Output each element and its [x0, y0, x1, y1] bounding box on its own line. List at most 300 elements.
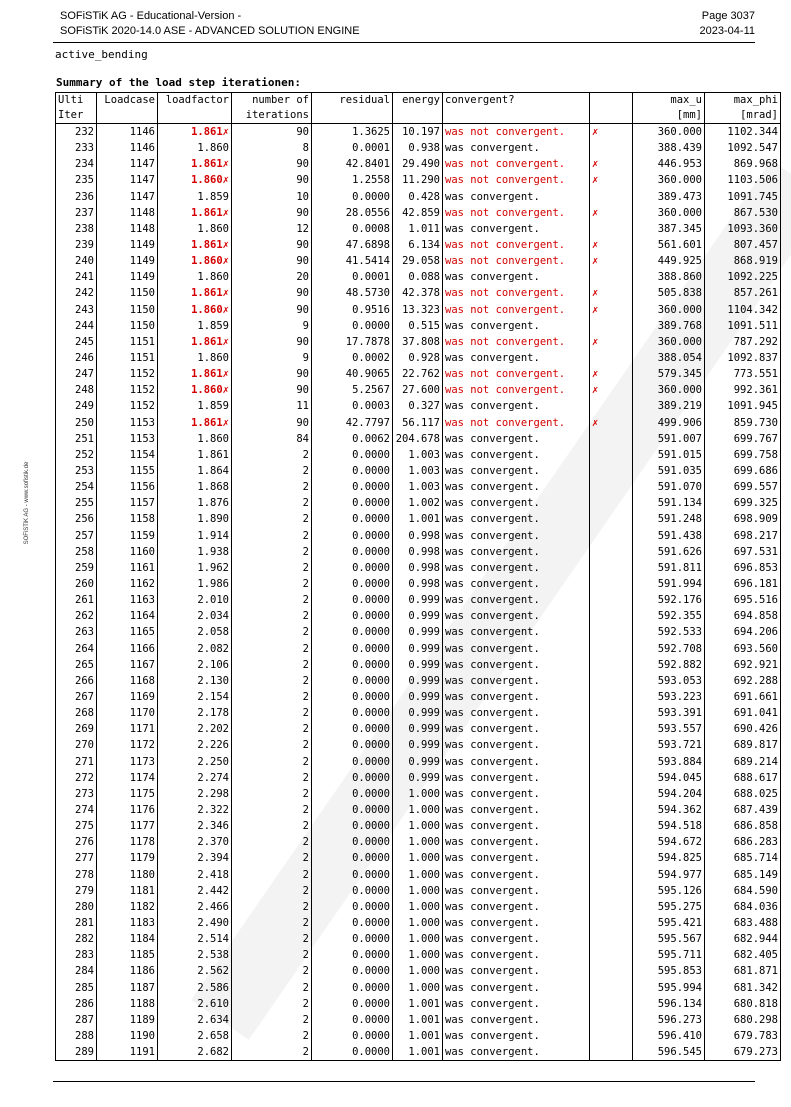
cell-loadfactor: 1.914	[158, 528, 232, 544]
cell-max-phi: 859.730	[705, 415, 781, 431]
cell-mark	[590, 818, 633, 834]
cell-ulti-iter: 278	[56, 866, 97, 882]
cell-ulti-iter: 238	[56, 221, 97, 237]
cell-iterations: 90	[232, 205, 312, 221]
cell-ulti-iter: 242	[56, 285, 97, 301]
cell-mark	[590, 641, 633, 657]
cell-energy: 1.000	[393, 979, 443, 995]
cell-residual: 0.0000	[312, 1044, 393, 1061]
cell-loadfactor: 1.860✗	[158, 302, 232, 318]
table-row	[56, 883, 781, 899]
cell-loadfactor: 2.538	[158, 947, 232, 963]
table-row	[56, 172, 781, 188]
cell-residual: 0.9516	[312, 302, 393, 318]
cell-iterations: 2	[232, 673, 312, 689]
table-row	[56, 641, 781, 657]
cell-loadfactor: 1.861	[158, 447, 232, 463]
cell-loadcase: 1162	[97, 576, 158, 592]
cell-mark	[590, 786, 633, 802]
page-number: Page 3037	[701, 10, 755, 22]
cell-residual: 0.0000	[312, 624, 393, 640]
cell-energy: 6.134	[393, 237, 443, 253]
cell-residual: 0.0000	[312, 737, 393, 753]
col-unit-mm: [mm]	[633, 108, 705, 124]
cell-loadcase: 1149	[97, 269, 158, 285]
cell-ulti-iter: 276	[56, 834, 97, 850]
cell-iterations: 2	[232, 657, 312, 673]
cell-iterations: 2	[232, 511, 312, 527]
cell-iterations: 9	[232, 318, 312, 334]
table-row	[56, 318, 781, 334]
cell-mark	[590, 737, 633, 753]
cell-max-u: 595.275	[633, 899, 705, 915]
cell-ulti-iter: 264	[56, 641, 97, 657]
cell-convergent: was convergent.	[443, 479, 590, 495]
cell-energy: 0.999	[393, 689, 443, 705]
cell-mark	[590, 1044, 633, 1061]
cell-loadcase: 1174	[97, 770, 158, 786]
cell-convergent: was not convergent.	[443, 285, 590, 301]
cell-energy: 1.000	[393, 834, 443, 850]
cell-loadfactor: 1.860✗	[158, 172, 232, 188]
col-residual: residual	[312, 93, 393, 109]
table-row	[56, 205, 781, 221]
table-row	[56, 770, 781, 786]
cell-loadcase: 1151	[97, 350, 158, 366]
cell-max-u: 388.860	[633, 269, 705, 285]
cell-ulti-iter: 282	[56, 931, 97, 947]
cell-convergent: was not convergent.	[443, 205, 590, 221]
cell-mark: ✗	[590, 172, 633, 188]
cell-max-phi: 1091.945	[705, 398, 781, 414]
cell-convergent: was convergent.	[443, 979, 590, 995]
cell-convergent: was convergent.	[443, 753, 590, 769]
table-row	[56, 560, 781, 576]
table-row	[56, 737, 781, 753]
cell-residual: 0.0002	[312, 350, 393, 366]
cell-max-phi: 1092.225	[705, 269, 781, 285]
cell-loadcase: 1153	[97, 431, 158, 447]
cell-loadcase: 1159	[97, 528, 158, 544]
cell-residual: 0.0000	[312, 1028, 393, 1044]
cell-max-phi: 679.273	[705, 1044, 781, 1061]
cell-convergent: was not convergent.	[443, 253, 590, 269]
cell-energy: 0.999	[393, 592, 443, 608]
cell-mark	[590, 318, 633, 334]
table-row	[56, 124, 781, 141]
cell-ulti-iter: 245	[56, 334, 97, 350]
cell-iterations: 2	[232, 560, 312, 576]
cell-convergent: was convergent.	[443, 931, 590, 947]
cell-convergent: was convergent.	[443, 737, 590, 753]
table-row	[56, 673, 781, 689]
cell-residual: 0.0000	[312, 899, 393, 915]
cell-energy: 0.088	[393, 269, 443, 285]
cell-ulti-iter: 256	[56, 511, 97, 527]
cell-max-phi: 698.217	[705, 528, 781, 544]
cell-iterations: 2	[232, 770, 312, 786]
cell-iterations: 90	[232, 334, 312, 350]
cell-energy: 1.000	[393, 947, 443, 963]
cell-mark	[590, 915, 633, 931]
cell-loadcase: 1176	[97, 802, 158, 818]
cell-convergent: was convergent.	[443, 996, 590, 1012]
cell-loadfactor: 2.634	[158, 1012, 232, 1028]
cell-max-u: 592.882	[633, 657, 705, 673]
cell-mark	[590, 947, 633, 963]
cell-loadfactor: 1.861✗	[158, 285, 232, 301]
table-row	[56, 463, 781, 479]
cell-max-phi: 1092.547	[705, 140, 781, 156]
cell-ulti-iter: 262	[56, 608, 97, 624]
cell-ulti-iter: 253	[56, 463, 97, 479]
table-row	[56, 931, 781, 947]
cell-residual: 0.0000	[312, 657, 393, 673]
cell-loadfactor: 2.250	[158, 753, 232, 769]
cell-max-u: 360.000	[633, 205, 705, 221]
cell-mark	[590, 996, 633, 1012]
cell-energy: 0.999	[393, 608, 443, 624]
cell-max-phi: 857.261	[705, 285, 781, 301]
cell-energy: 0.938	[393, 140, 443, 156]
cell-ulti-iter: 285	[56, 979, 97, 995]
cell-convergent: was convergent.	[443, 705, 590, 721]
cell-convergent: was convergent.	[443, 318, 590, 334]
cell-loadfactor: 2.562	[158, 963, 232, 979]
cell-loadcase: 1160	[97, 544, 158, 560]
cell-loadcase: 1161	[97, 560, 158, 576]
cell-iterations: 2	[232, 866, 312, 882]
cell-max-phi: 685.714	[705, 850, 781, 866]
cell-energy: 1.000	[393, 931, 443, 947]
cell-loadcase: 1190	[97, 1028, 158, 1044]
cell-residual: 0.0008	[312, 221, 393, 237]
cell-max-u: 388.439	[633, 140, 705, 156]
cell-loadfactor: 1.860	[158, 221, 232, 237]
table-row	[56, 189, 781, 205]
cell-convergent: was convergent.	[443, 657, 590, 673]
cell-max-u: 591.007	[633, 431, 705, 447]
cell-residual: 0.0000	[312, 544, 393, 560]
cell-convergent: was convergent.	[443, 818, 590, 834]
col-blank-8	[590, 108, 633, 124]
table-row	[56, 608, 781, 624]
cell-mark: ✗	[590, 382, 633, 398]
cell-convergent: was convergent.	[443, 1012, 590, 1028]
cell-max-u: 596.273	[633, 1012, 705, 1028]
cell-iterations: 2	[232, 1044, 312, 1061]
cell-max-u: 595.421	[633, 915, 705, 931]
cell-max-phi: 807.457	[705, 237, 781, 253]
cell-max-phi: 681.342	[705, 979, 781, 995]
cell-max-u: 593.557	[633, 721, 705, 737]
cell-loadcase: 1170	[97, 705, 158, 721]
cell-loadfactor: 2.514	[158, 931, 232, 947]
cell-iterations: 2	[232, 883, 312, 899]
cell-residual: 0.0062	[312, 431, 393, 447]
cell-loadcase: 1179	[97, 850, 158, 866]
cell-loadfactor: 2.154	[158, 689, 232, 705]
cell-energy: 37.808	[393, 334, 443, 350]
cell-ulti-iter: 243	[56, 302, 97, 318]
cell-mark	[590, 479, 633, 495]
cell-max-phi: 699.767	[705, 431, 781, 447]
cell-energy: 13.323	[393, 302, 443, 318]
cell-loadfactor: 2.586	[158, 979, 232, 995]
cell-loadcase: 1152	[97, 398, 158, 414]
cell-ulti-iter: 265	[56, 657, 97, 673]
cell-max-phi: 992.361	[705, 382, 781, 398]
cell-max-phi: 698.909	[705, 511, 781, 527]
cell-iterations: 2	[232, 624, 312, 640]
cell-residual: 0.0000	[312, 786, 393, 802]
cell-ulti-iter: 254	[56, 479, 97, 495]
cell-ulti-iter: 246	[56, 350, 97, 366]
cell-iterations: 10	[232, 189, 312, 205]
cell-loadfactor: 1.860	[158, 269, 232, 285]
table-row	[56, 721, 781, 737]
cell-mark	[590, 463, 633, 479]
col-blank-7	[443, 108, 590, 124]
cell-residual: 42.7797	[312, 415, 393, 431]
cell-max-u: 593.391	[633, 705, 705, 721]
cell-ulti-iter: 273	[56, 786, 97, 802]
cell-convergent: was convergent.	[443, 1044, 590, 1061]
cell-ulti-iter: 247	[56, 366, 97, 382]
cell-loadfactor: 2.370	[158, 834, 232, 850]
cell-residual: 0.0000	[312, 834, 393, 850]
cell-iterations: 2	[232, 479, 312, 495]
cell-convergent: was not convergent.	[443, 302, 590, 318]
cell-energy: 0.428	[393, 189, 443, 205]
cell-loadfactor: 1.861✗	[158, 237, 232, 253]
cell-energy: 29.490	[393, 156, 443, 172]
cell-mark	[590, 608, 633, 624]
cell-iterations: 2	[232, 963, 312, 979]
cell-ulti-iter: 236	[56, 189, 97, 205]
col-blank-6	[393, 108, 443, 124]
cell-max-phi: 688.617	[705, 770, 781, 786]
cell-max-u: 595.567	[633, 931, 705, 947]
cell-iterations: 2	[232, 528, 312, 544]
cell-residual: 0.0000	[312, 576, 393, 592]
table-row	[56, 156, 781, 172]
cell-loadcase: 1191	[97, 1044, 158, 1061]
cell-energy: 22.762	[393, 366, 443, 382]
cell-loadfactor: 2.082	[158, 641, 232, 657]
cell-residual: 0.0000	[312, 511, 393, 527]
cell-loadcase: 1188	[97, 996, 158, 1012]
cell-max-phi: 699.557	[705, 479, 781, 495]
cell-ulti-iter: 249	[56, 398, 97, 414]
cell-loadfactor: 2.322	[158, 802, 232, 818]
cell-energy: 42.859	[393, 205, 443, 221]
cell-energy: 0.515	[393, 318, 443, 334]
cell-loadfactor: 2.274	[158, 770, 232, 786]
table-row	[56, 479, 781, 495]
cell-residual: 40.9065	[312, 366, 393, 382]
cell-max-phi: 681.871	[705, 963, 781, 979]
cell-convergent: was convergent.	[443, 398, 590, 414]
cell-iterations: 90	[232, 237, 312, 253]
col-iterations: iterations	[232, 108, 312, 124]
cell-energy: 0.998	[393, 528, 443, 544]
cell-max-u: 591.035	[633, 463, 705, 479]
cell-max-u: 593.223	[633, 689, 705, 705]
cell-iterations: 11	[232, 398, 312, 414]
cell-energy: 1.001	[393, 996, 443, 1012]
cell-iterations: 2	[232, 495, 312, 511]
cell-max-phi: 773.551	[705, 366, 781, 382]
cell-mark	[590, 657, 633, 673]
project-name: active_bending	[55, 48, 148, 61]
cell-mark	[590, 883, 633, 899]
cell-max-phi: 685.149	[705, 866, 781, 882]
cell-loadcase: 1150	[97, 302, 158, 318]
cell-max-phi: 699.325	[705, 495, 781, 511]
cell-iterations: 2	[232, 1028, 312, 1044]
cell-ulti-iter: 235	[56, 172, 97, 188]
cell-iterations: 2	[232, 753, 312, 769]
cell-convergent: was convergent.	[443, 963, 590, 979]
cell-residual: 28.0556	[312, 205, 393, 221]
cell-max-u: 592.355	[633, 608, 705, 624]
cell-energy: 1.003	[393, 463, 443, 479]
cell-energy: 1.000	[393, 818, 443, 834]
col-mark	[590, 93, 633, 109]
cell-mark	[590, 834, 633, 850]
table-row	[56, 834, 781, 850]
cell-max-phi: 699.758	[705, 447, 781, 463]
cell-residual: 0.0000	[312, 528, 393, 544]
col-blank-5	[312, 108, 393, 124]
cell-mark	[590, 705, 633, 721]
cell-iterations: 84	[232, 431, 312, 447]
cell-loadfactor: 1.859	[158, 318, 232, 334]
cell-iterations: 90	[232, 366, 312, 382]
cell-mark	[590, 850, 633, 866]
cell-max-phi: 686.858	[705, 818, 781, 834]
cell-iterations: 2	[232, 737, 312, 753]
cell-max-u: 449.925	[633, 253, 705, 269]
cell-max-phi: 694.858	[705, 608, 781, 624]
cell-convergent: was convergent.	[443, 463, 590, 479]
cell-mark	[590, 576, 633, 592]
cell-ulti-iter: 257	[56, 528, 97, 544]
header-rule	[53, 42, 755, 43]
cell-mark	[590, 431, 633, 447]
cell-loadcase: 1150	[97, 285, 158, 301]
cell-iterations: 2	[232, 641, 312, 657]
page-date: 2023-04-11	[699, 25, 755, 37]
table-row	[56, 866, 781, 882]
cell-convergent: was convergent.	[443, 899, 590, 915]
cell-loadcase: 1152	[97, 366, 158, 382]
cell-residual: 0.0000	[312, 866, 393, 882]
cell-loadfactor: 1.986	[158, 576, 232, 592]
cell-max-u: 389.219	[633, 398, 705, 414]
table-row	[56, 850, 781, 866]
cell-convergent: was convergent.	[443, 721, 590, 737]
cell-loadcase: 1169	[97, 689, 158, 705]
cell-energy: 1.000	[393, 883, 443, 899]
cell-max-u: 360.000	[633, 172, 705, 188]
cell-max-u: 579.345	[633, 366, 705, 382]
cell-residual: 0.0000	[312, 641, 393, 657]
cell-max-u: 505.838	[633, 285, 705, 301]
cell-max-u: 595.994	[633, 979, 705, 995]
cell-residual: 0.0000	[312, 818, 393, 834]
cell-max-u: 591.811	[633, 560, 705, 576]
cell-loadcase: 1167	[97, 657, 158, 673]
cell-convergent: was convergent.	[443, 592, 590, 608]
cell-loadcase: 1147	[97, 172, 158, 188]
cell-max-phi: 1092.837	[705, 350, 781, 366]
cell-iterations: 90	[232, 285, 312, 301]
col-max-u: max_u	[633, 93, 705, 109]
table-row	[56, 657, 781, 673]
cell-iterations: 90	[232, 253, 312, 269]
cell-convergent: was convergent.	[443, 850, 590, 866]
cell-loadfactor: 2.106	[158, 657, 232, 673]
cell-energy: 1.000	[393, 866, 443, 882]
cell-convergent: was not convergent.	[443, 334, 590, 350]
table-row	[56, 221, 781, 237]
cell-energy: 1.003	[393, 479, 443, 495]
cell-residual: 0.0000	[312, 947, 393, 963]
cell-max-phi: 689.214	[705, 753, 781, 769]
cell-loadfactor: 1.868	[158, 479, 232, 495]
cell-loadfactor: 1.859	[158, 398, 232, 414]
cell-energy: 0.998	[393, 576, 443, 592]
cell-iterations: 8	[232, 140, 312, 156]
cell-residual: 42.8401	[312, 156, 393, 172]
cell-ulti-iter: 266	[56, 673, 97, 689]
cell-ulti-iter: 287	[56, 1012, 97, 1028]
table-row	[56, 979, 781, 995]
cell-convergent: was convergent.	[443, 528, 590, 544]
cell-mark: ✗	[590, 415, 633, 431]
cell-max-u: 591.070	[633, 479, 705, 495]
cell-iterations: 2	[232, 931, 312, 947]
cell-ulti-iter: 241	[56, 269, 97, 285]
cell-convergent: was convergent.	[443, 447, 590, 463]
cell-iterations: 2	[232, 850, 312, 866]
table-row	[56, 915, 781, 931]
cell-loadcase: 1147	[97, 189, 158, 205]
cell-ulti-iter: 233	[56, 140, 97, 156]
cell-loadcase: 1166	[97, 641, 158, 657]
cell-max-u: 595.853	[633, 963, 705, 979]
cell-convergent: was convergent.	[443, 770, 590, 786]
table-row	[56, 592, 781, 608]
cell-max-u: 591.438	[633, 528, 705, 544]
cell-loadcase: 1157	[97, 495, 158, 511]
col-iter: Iter	[56, 108, 97, 124]
cell-mark	[590, 866, 633, 882]
cell-energy: 1.000	[393, 899, 443, 915]
cell-loadfactor: 1.861✗	[158, 124, 232, 141]
col-max-phi: max_phi	[705, 93, 781, 109]
cell-max-u: 360.000	[633, 124, 705, 141]
cell-residual: 41.5414	[312, 253, 393, 269]
cell-loadfactor: 2.610	[158, 996, 232, 1012]
cell-max-u: 389.768	[633, 318, 705, 334]
table-row	[56, 544, 781, 560]
cell-max-phi: 680.298	[705, 1012, 781, 1028]
cell-max-u: 594.518	[633, 818, 705, 834]
cell-max-phi: 679.783	[705, 1028, 781, 1044]
